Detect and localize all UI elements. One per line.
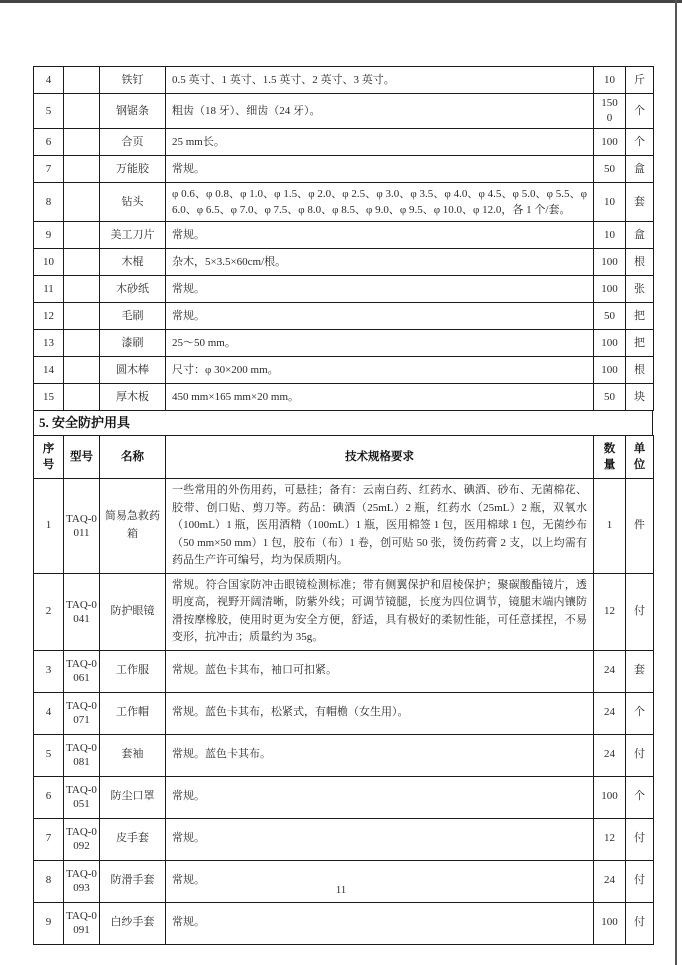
unit-cell: 把 — [626, 303, 654, 330]
name-cell: 漆刷 — [100, 330, 166, 357]
qty-cell — [594, 129, 626, 156]
serial-cell: 2 — [34, 573, 64, 650]
table-row — [34, 573, 654, 650]
spec-cell: 常规。蓝色卡其布。 — [166, 734, 594, 776]
name-cell: 工作帽 — [100, 692, 166, 734]
unit-cell: 个 — [626, 776, 654, 818]
serial-cell: 3 — [34, 650, 64, 692]
model-cell — [64, 357, 100, 384]
serial-cell: 11 — [34, 276, 64, 303]
name-cell: 套袖 — [100, 734, 166, 776]
col-header-model: 型号 — [64, 436, 100, 479]
spec-cell: 常规。 — [166, 818, 594, 860]
model-cell — [64, 129, 100, 156]
qty-value: 12 — [604, 604, 615, 617]
spec-cell: 粗齿（18 牙）、细齿（24 牙）。 — [166, 94, 594, 129]
qty-value: 10 — [604, 195, 615, 208]
serial-cell: 7 — [34, 156, 64, 183]
page-number: 11 — [335, 884, 347, 896]
qty-value: 1 — [606, 518, 613, 531]
model-cell — [64, 330, 100, 357]
name-cell: 简易急救药箱 — [100, 479, 166, 574]
name-cell: 合页 — [100, 129, 166, 156]
table-row — [34, 222, 654, 249]
qty-value: 24 — [604, 664, 615, 677]
table-row — [34, 479, 654, 574]
serial-cell: 5 — [34, 94, 64, 129]
name-cell: 木棍 — [100, 249, 166, 276]
safety-table-body — [34, 479, 654, 945]
table-row — [34, 776, 654, 818]
unit-cell: 套 — [626, 650, 654, 692]
col-header-spec: 技术规格要求 — [166, 436, 594, 479]
table-row — [34, 692, 654, 734]
col-header-serial: 序号 — [34, 436, 64, 479]
unit-cell: 付 — [626, 734, 654, 776]
qty-cell — [594, 818, 626, 860]
qty-cell — [594, 183, 626, 222]
serial-cell: 4 — [34, 67, 64, 94]
serial-cell: 13 — [34, 330, 64, 357]
model-cell — [64, 384, 100, 411]
qty-value: 12 — [604, 832, 615, 845]
page-edge-right — [675, 0, 677, 965]
name-cell: 美工刀片 — [100, 222, 166, 249]
unit-cell: 斤 — [626, 67, 654, 94]
unit-cell: 套 — [626, 183, 654, 222]
model-cell — [64, 249, 100, 276]
name-cell: 毛刷 — [100, 303, 166, 330]
tools-table-body — [34, 67, 654, 411]
safety-equipment-table — [33, 435, 654, 945]
qty-cell — [594, 902, 626, 944]
serial-cell: 9 — [34, 902, 64, 944]
col-header-name: 名称 — [100, 436, 166, 479]
qty-cell — [594, 222, 626, 249]
unit-cell: 个 — [626, 692, 654, 734]
qty-value: 24 — [604, 874, 615, 887]
qty-cell — [594, 94, 626, 129]
qty-value: 10 — [604, 73, 615, 86]
model-cell — [64, 692, 100, 734]
spec-cell: 常规。蓝色卡其布，袖口可扣紧。 — [166, 650, 594, 692]
model-cell — [64, 183, 100, 222]
name-cell: 万能胶 — [100, 156, 166, 183]
name-cell: 工作服 — [100, 650, 166, 692]
serial-cell: 4 — [34, 692, 64, 734]
table-row — [34, 129, 654, 156]
serial-cell: 15 — [34, 384, 64, 411]
qty-value: 10 — [604, 228, 615, 241]
spec-cell: 杂木，5×3.5×60cm/根。 — [166, 249, 594, 276]
qty-value: 1500 — [601, 97, 618, 124]
model-cell — [64, 573, 100, 650]
qty-cell — [594, 573, 626, 650]
spec-cell: 25 mm长。 — [166, 129, 594, 156]
serial-cell: 12 — [34, 303, 64, 330]
unit-cell: 盒 — [626, 222, 654, 249]
table-row — [34, 357, 654, 384]
serial-cell: 8 — [34, 860, 64, 902]
serial-cell: 10 — [34, 249, 64, 276]
qty-cell — [594, 249, 626, 276]
name-cell: 防滑手套 — [100, 860, 166, 902]
table-row — [34, 156, 654, 183]
qty-value: 100 — [601, 363, 618, 376]
model-value: TAQ-0092 — [66, 826, 97, 852]
spec-cell: 常规。符合国家防冲击眼镜检测标准；带有侧翼保护和眉棱保护；聚碳酸酯镜片，透明度高，视野开阔清晰，防紫外线；可调节镜腿，长度为四位调节，镜腿末端内镶防滑按摩橡胶，使用时更为安全方便，舒适，具有极好的柔韧性能，可任意揉捏，不易变形，抗冲击；质量约为 35g。 — [166, 573, 594, 650]
name-cell: 圆木棒 — [100, 357, 166, 384]
model-cell — [64, 902, 100, 944]
unit-cell: 付 — [626, 860, 654, 902]
spec-cell: 尺寸：φ 30×200 mm。 — [166, 357, 594, 384]
model-cell — [64, 776, 100, 818]
name-cell: 铁钉 — [100, 67, 166, 94]
qty-value: 100 — [601, 916, 618, 929]
safety-table-header — [34, 436, 654, 479]
name-cell: 防护眼镜 — [100, 573, 166, 650]
spec-cell: 一些常用的外伤用药，可悬挂；备有：云南白药、红药水、碘酒、砂布、无菌棉花、胶带、创口贴、剪刀等。药品：碘酒（25mL）2 瓶，红药水（25mL）2 瓶，双氧水（100mL）1 瓶，医用酒精（100mL）1 瓶，医用棉签 1 包，医用棉球 1 包，无菌纱布（50 mm×50 mm）1 包，胶布（布）1 卷，创可贴 50 张，烫伤药膏 2 支，以上均需有药品生产许可编号，均为保质期内。 — [166, 479, 594, 574]
model-value: TAQ-0081 — [66, 742, 97, 768]
qty-value: 50 — [604, 390, 615, 403]
unit-cell: 件 — [626, 479, 654, 574]
unit-cell: 个 — [626, 94, 654, 129]
col-header-unit: 单位 — [626, 436, 654, 479]
name-cell: 防尘口罩 — [100, 776, 166, 818]
qty-cell — [594, 67, 626, 94]
model-value: TAQ-0091 — [66, 910, 97, 936]
model-cell — [64, 67, 100, 94]
qty-value: 50 — [604, 162, 615, 175]
qty-value: 24 — [604, 706, 615, 719]
qty-value: 100 — [601, 282, 618, 295]
table-row — [34, 330, 654, 357]
unit-cell: 块 — [626, 384, 654, 411]
serial-cell: 6 — [34, 776, 64, 818]
qty-cell — [594, 303, 626, 330]
qty-cell — [594, 776, 626, 818]
serial-cell: 8 — [34, 183, 64, 222]
section-heading: 5. 安全防护用具 — [33, 411, 653, 435]
model-cell — [64, 818, 100, 860]
spec-cell: 常规。 — [166, 860, 594, 902]
unit-cell: 根 — [626, 249, 654, 276]
table-row — [34, 734, 654, 776]
qty-cell — [594, 357, 626, 384]
name-cell: 钢锯条 — [100, 94, 166, 129]
serial-cell: 9 — [34, 222, 64, 249]
table-row — [34, 276, 654, 303]
qty-cell — [594, 276, 626, 303]
qty-cell — [594, 330, 626, 357]
model-value: TAQ-0061 — [66, 658, 97, 684]
model-value: TAQ-0051 — [66, 784, 97, 810]
unit-cell: 个 — [626, 129, 654, 156]
qty-cell — [594, 156, 626, 183]
serial-cell: 14 — [34, 357, 64, 384]
name-cell: 皮手套 — [100, 818, 166, 860]
qty-value: 100 — [601, 790, 618, 803]
page-edge-top — [0, 0, 682, 3]
name-cell: 白纱手套 — [100, 902, 166, 944]
table-row — [34, 818, 654, 860]
model-value: TAQ-0093 — [66, 868, 97, 894]
model-cell — [64, 650, 100, 692]
col-header-qty: 数量 — [594, 436, 626, 479]
spec-cell: 常规。 — [166, 776, 594, 818]
qty-cell — [594, 384, 626, 411]
model-cell — [64, 276, 100, 303]
model-cell — [64, 734, 100, 776]
qty-cell — [594, 692, 626, 734]
qty-cell — [594, 650, 626, 692]
document-content — [33, 66, 653, 945]
table-row — [34, 303, 654, 330]
spec-cell: 常规。 — [166, 902, 594, 944]
unit-cell: 张 — [626, 276, 654, 303]
table-row — [34, 94, 654, 129]
header-row — [34, 436, 654, 479]
unit-cell: 根 — [626, 357, 654, 384]
tools-table — [33, 66, 654, 411]
unit-cell: 付 — [626, 573, 654, 650]
unit-cell: 付 — [626, 902, 654, 944]
qty-cell — [594, 734, 626, 776]
serial-cell: 6 — [34, 129, 64, 156]
serial-cell: 1 — [34, 479, 64, 574]
name-cell: 木砂纸 — [100, 276, 166, 303]
serial-cell: 5 — [34, 734, 64, 776]
spec-cell: 450 mm×165 mm×20 mm。 — [166, 384, 594, 411]
spec-cell: 25～50 mm。 — [166, 330, 594, 357]
table-row — [34, 183, 654, 222]
serial-cell: 7 — [34, 818, 64, 860]
model-cell — [64, 479, 100, 574]
spec-cell: φ 0.6、φ 0.8、φ 1.0、φ 1.5、φ 2.0、φ 2.5、φ 3.0、φ 3.5、φ 4.0、φ 4.5、φ 5.0、φ 5.5、φ 6.0、φ 6.5、φ 7.0、φ 7.5、φ 8.0、φ 8.5、φ 9.0、φ 9.5、φ 10.0、φ 12.0，各 1 个/套。 — [166, 183, 594, 222]
qty-value: 100 — [601, 135, 618, 148]
spec-cell: 常规。蓝色卡其布，松紧式，有帽檐（女生用）。 — [166, 692, 594, 734]
table-row — [34, 67, 654, 94]
model-cell — [64, 222, 100, 249]
qty-cell — [594, 479, 626, 574]
qty-value: 100 — [601, 255, 618, 268]
table-row — [34, 384, 654, 411]
name-cell: 钻头 — [100, 183, 166, 222]
table-row — [34, 650, 654, 692]
model-cell — [64, 94, 100, 129]
spec-cell: 常规。 — [166, 276, 594, 303]
unit-cell: 盒 — [626, 156, 654, 183]
model-cell — [64, 303, 100, 330]
spec-cell: 常规。 — [166, 222, 594, 249]
qty-value: 24 — [604, 748, 615, 761]
model-cell — [64, 156, 100, 183]
name-cell: 厚木板 — [100, 384, 166, 411]
model-value: TAQ-0071 — [66, 700, 97, 726]
model-value: TAQ-0011 — [66, 512, 97, 539]
unit-cell: 把 — [626, 330, 654, 357]
table-row — [34, 249, 654, 276]
spec-cell: 0.5 英寸、1 英寸、1.5 英寸、2 英寸、3 英寸。 — [166, 67, 594, 94]
model-value: TAQ-0041 — [66, 598, 97, 625]
spec-cell: 常规。 — [166, 156, 594, 183]
qty-value: 100 — [601, 336, 618, 349]
qty-value: 50 — [604, 309, 615, 322]
spec-cell: 常规。 — [166, 303, 594, 330]
unit-cell: 付 — [626, 818, 654, 860]
table-row — [34, 902, 654, 944]
